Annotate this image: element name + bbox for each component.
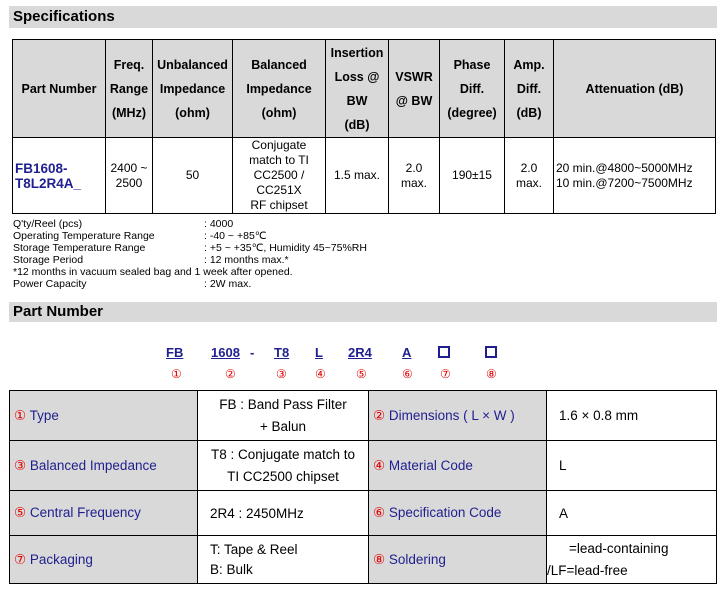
spec-header-cell: Balanced Impedance (ohm) (233, 40, 326, 138)
spec-header-cell: Amp. Diff. (dB) (505, 40, 554, 138)
pn-label-balanced-impedance: ③ Balanced Impedance (10, 441, 198, 491)
specifications-table (12, 39, 716, 214)
section-title-part-number: Part Number (13, 303, 104, 320)
insertion-loss-cell: 1.5 max. (326, 138, 389, 214)
code-soldering-box-icon (485, 346, 497, 361)
pn-value-packaging: T: Tape & Reel B: Bulk (198, 536, 369, 584)
freq-range-cell: 2400 ~ 2500 (106, 138, 153, 214)
pn-row (10, 491, 717, 536)
spec-notes (13, 218, 367, 291)
code-frequency: 2R4 (348, 345, 372, 360)
code-material: L (315, 345, 323, 360)
specifications-band (9, 6, 717, 28)
note-row: Storage Period : 12 months max.* (13, 254, 289, 267)
part-number-band (9, 302, 717, 322)
spec-header-cell: Part Number (13, 40, 106, 138)
note-row: Q'ty/Reel (pcs) : 4000 (13, 218, 234, 230)
code-number: ② (225, 367, 236, 381)
code-number: ⑥ (402, 367, 413, 381)
pn-value-specification-code: A (547, 491, 717, 536)
pn-value-material-code: L (547, 441, 717, 491)
code-number: ⑦ (440, 367, 451, 381)
spec-data-row (13, 138, 716, 214)
note-row: Power Capacity : 2W max. (13, 278, 252, 291)
pn-row (10, 441, 717, 491)
code-number: ④ (315, 367, 326, 381)
part-number-table (9, 390, 717, 584)
spec-header-row (13, 40, 716, 138)
attenuation-cell: 20 min.@4800~5000MHz 10 min.@7200~7500MHz (554, 138, 716, 214)
note-row: Storage Temperature Range : +5 ~ +35℃, Humidity 45~75%RH (13, 242, 367, 255)
pn-label-material-code: ④ Material Code (369, 441, 547, 491)
pn-label-packaging: ⑦ Packaging (10, 536, 198, 584)
code-balanced-impedance: T8 (274, 345, 290, 360)
code-dimensions: 1608 (211, 345, 240, 360)
pn-value-dimensions: 1.6 × 0.8 mm (547, 391, 717, 441)
pn-label-specification-code: ⑥ Specification Code (369, 491, 547, 536)
pn-row (10, 536, 717, 584)
code-number: ⑧ (486, 367, 497, 381)
spec-header-cell: Attenuation (dB) (554, 40, 716, 138)
pn-label-type: ① Type (10, 391, 198, 441)
part-number-cell: FB1608- T8L2R4A_ (13, 138, 106, 214)
pn-label-dimensions: ② Dimensions ( L × W ) (369, 391, 547, 441)
spec-header-cell: Unbalanced Impedance (ohm) (153, 40, 233, 138)
pn-value-type: FB : Band Pass Filter + Balun (198, 391, 369, 441)
pn-value-central-frequency: 2R4 : 2450MHz (198, 491, 369, 536)
spec-header-cell: Insertion Loss @ BW (dB) (326, 40, 389, 138)
code-packaging-box-icon (438, 346, 450, 361)
spec-header-cell: VSWR @ BW (389, 40, 440, 138)
note-row: Operating Temperature Range : -40 ~ +85℃ (13, 230, 267, 243)
phase-diff-cell: 190±15 (440, 138, 505, 214)
code-number: ⑤ (356, 367, 367, 381)
pn-value-soldering: =lead-containing /LF=lead-free (547, 536, 717, 584)
spec-header-cell: Phase Diff. (degree) (440, 40, 505, 138)
note-row: *12 months in vacuum sealed bag and 1 week after opened. (13, 266, 293, 279)
spec-header-cell: Freq. Range (MHz) (106, 40, 153, 138)
unbalanced-cell: 50 (153, 138, 233, 214)
code-type: FB (166, 345, 184, 360)
vswr-cell: 2.0 max. (389, 138, 440, 214)
amp-diff-cell: 2.0 max. (505, 138, 554, 214)
section-title-specifications: Specifications (13, 8, 115, 25)
pn-label-soldering: ⑧ Soldering (369, 536, 547, 584)
code-number: ③ (276, 367, 287, 381)
code-number: ① (171, 367, 182, 381)
pn-row (10, 391, 717, 441)
code-specification: A (402, 345, 412, 360)
balanced-cell: Conjugate match to TI CC2500 / CC251X RF chipset (233, 138, 326, 214)
pn-value-balanced-impedance: T8 : Conjugate match to TI CC2500 chipset (198, 441, 369, 491)
pn-label-central-frequency: ⑤ Central Frequency (10, 491, 198, 536)
code-separator: - (250, 345, 255, 360)
